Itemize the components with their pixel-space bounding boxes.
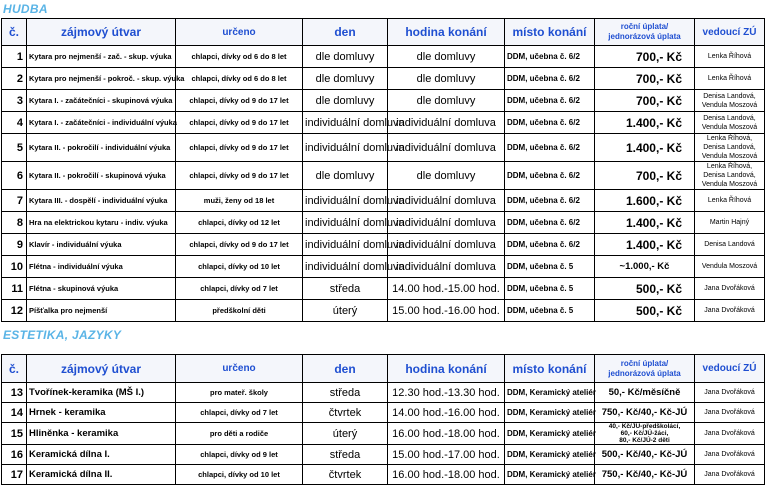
table-hudba (1, 18, 765, 322)
cell-day: středa (303, 445, 388, 465)
table-row (2, 423, 765, 445)
cell-hours: dle domluvy (388, 162, 505, 190)
table-estetika (1, 354, 765, 485)
cell-activity-name: Flétna - skupinová výuka (27, 278, 176, 300)
cell-row-number: 9 (2, 234, 27, 256)
cell-activity-name: Hra na elektrickou kytaru - indiv. výuka (27, 212, 176, 234)
cell-place: DDM, učebna č. 5 (505, 278, 595, 300)
cell-place: DDM, učebna č. 6/2 (505, 46, 595, 68)
cell-target-group: chlapci, dívky od 9 do 17 let (176, 234, 303, 256)
cell-activity-name: Hliněnka - keramika (27, 423, 176, 445)
cell-leader: Jana Dvořáková (695, 445, 765, 465)
cell-leader: Vendula Moszová (695, 256, 765, 278)
table-header (2, 19, 765, 46)
cell-activity-name: Kytara pro nejmenší - pokroč. - skup. výuka (27, 68, 176, 90)
cell-target-group: chlapci, dívky od 10 let (176, 256, 303, 278)
cell-activity-name: Flétna - individuální výuka (27, 256, 176, 278)
table-row (2, 112, 765, 134)
cell-place: DDM, učebna č. 5 (505, 300, 595, 322)
cell-hours: 16.00 hod.-18.00 hod. (388, 465, 505, 485)
cell-activity-name: Tvořínek-keramika (MŠ I.) (27, 383, 176, 403)
header-activity: zájmový útvar (27, 19, 176, 46)
cell-activity-name: Hrnek - keramika (27, 403, 176, 423)
cell-leader: Lenka Říhová (695, 190, 765, 212)
cell-fee: 500,- Kč/40,- Kč-JÚ (595, 445, 695, 465)
cell-day: individuální domluva (303, 212, 388, 234)
cell-day: úterý (303, 300, 388, 322)
cell-fee: 50,- Kč/měsíčně (595, 383, 695, 403)
cell-place: DDM, Keramický ateliér (505, 423, 595, 445)
cell-leader: Lenka Říhová, Denisa Landová, Vendula Moszová (695, 134, 765, 162)
cell-day: čtvrtek (303, 403, 388, 423)
header-leader: vedoucí ZÚ (695, 19, 765, 46)
cell-row-number: 15 (2, 423, 27, 445)
cell-hours: dle domluvy (388, 90, 505, 112)
cell-day: individuální domluva (303, 256, 388, 278)
cell-hours: 16.00 hod.-18.00 hod. (388, 423, 505, 445)
cell-place: DDM, učebna č. 6/2 (505, 134, 595, 162)
cell-row-number: 8 (2, 212, 27, 234)
cell-hours: individuální domluva (388, 134, 505, 162)
cell-leader: Lenka Říhová (695, 68, 765, 90)
cell-hours: individuální domluva (388, 212, 505, 234)
cell-row-number: 4 (2, 112, 27, 134)
header-place: místo konání (505, 355, 595, 383)
cell-fee: 700,- Kč (595, 68, 695, 90)
cell-target-group: pro mateř. školy (176, 383, 303, 403)
cell-place: DDM, Keramický ateliér (505, 403, 595, 423)
cell-fee: 1.400,- Kč (595, 134, 695, 162)
cell-leader: Jana Dvořáková (695, 300, 765, 322)
cell-row-number: 3 (2, 90, 27, 112)
cell-hours: 15.00 hod.-16.00 hod. (388, 300, 505, 322)
cell-target-group: chlapci, dívky od 9 let (176, 445, 303, 465)
table-row (2, 300, 765, 322)
cell-fee: 500,- Kč (595, 300, 695, 322)
cell-activity-name: Kytara I. - začátečníci - skupinová výuka (27, 90, 176, 112)
header-num: č. (2, 355, 27, 383)
cell-row-number: 10 (2, 256, 27, 278)
cell-activity-name: Kytara II. - pokročilí - individuální výuka (27, 134, 176, 162)
cell-day: dle domluvy (303, 68, 388, 90)
table-body-estetika (2, 383, 765, 485)
cell-hours: 12.30 hod.-13.30 hod. (388, 383, 505, 403)
cell-day: středa (303, 278, 388, 300)
cell-day: dle domluvy (303, 90, 388, 112)
cell-target-group: chlapci, dívky od 9 do 17 let (176, 134, 303, 162)
cell-leader: Lenka Říhová (695, 46, 765, 68)
table-row (2, 445, 765, 465)
cell-target-group: pro děti a rodiče (176, 423, 303, 445)
table-row (2, 383, 765, 403)
cell-fee: 750,- Kč/40,- Kč-JÚ (595, 465, 695, 485)
cell-target-group: chlapci, dívky od 9 do 17 let (176, 90, 303, 112)
section-title-estetika: ESTETIKA, JAZYKY (3, 328, 122, 342)
header-for: určeno (176, 19, 303, 46)
header-day: den (303, 355, 388, 383)
cell-target-group: chlapci, dívky od 12 let (176, 212, 303, 234)
cell-row-number: 17 (2, 465, 27, 485)
table-header (2, 355, 765, 383)
cell-day: individuální domluva (303, 190, 388, 212)
cell-fee: 1.400,- Kč (595, 234, 695, 256)
table-row (2, 134, 765, 162)
header-hour: hodina konání (388, 355, 505, 383)
cell-hours: individuální domluva (388, 234, 505, 256)
cell-fee: 40,- Kč/JÚ-předškolácí, 60,- Kč/JÚ-žáci, 80,- Kč/JÚ-2 děti (595, 423, 695, 445)
cell-target-group: chlapci, dívky od 6 do 8 let (176, 46, 303, 68)
cell-hours: 14.00 hod.-15.00 hod. (388, 278, 505, 300)
cell-activity-name: Kytara III. - dospělí - individuální výuka (27, 190, 176, 212)
cell-row-number: 5 (2, 134, 27, 162)
cell-day: středa (303, 383, 388, 403)
header-activity: zájmový útvar (27, 355, 176, 383)
cell-hours: dle domluvy (388, 46, 505, 68)
cell-hours: individuální domluva (388, 112, 505, 134)
table-body-hudba (2, 46, 765, 322)
cell-fee: 1.600,- Kč (595, 190, 695, 212)
cell-place: DDM, učebna č. 5 (505, 256, 595, 278)
cell-place: DDM, učebna č. 6/2 (505, 68, 595, 90)
cell-leader: Jana Dvořáková (695, 278, 765, 300)
cell-leader: Lenka Říhová, Denisa Landová, Vendula Moszová (695, 162, 765, 190)
table-row (2, 46, 765, 68)
cell-activity-name: Kytara pro nejmenší - zač. - skup. výuka (27, 46, 176, 68)
cell-activity-name: Píšťalka pro nejmenší (27, 300, 176, 322)
cell-row-number: 1 (2, 46, 27, 68)
cell-hours: 15.00 hod.-17.00 hod. (388, 445, 505, 465)
cell-row-number: 16 (2, 445, 27, 465)
section-title-hudba: HUDBA (3, 2, 48, 16)
cell-place: DDM, učebna č. 6/2 (505, 190, 595, 212)
cell-leader: Jana Dvořáková (695, 423, 765, 445)
cell-row-number: 7 (2, 190, 27, 212)
table-row (2, 465, 765, 485)
cell-target-group: muži, ženy od 18 let (176, 190, 303, 212)
cell-leader: Jana Dvořáková (695, 403, 765, 423)
cell-leader: Jana Dvořáková (695, 465, 765, 485)
cell-leader: Jana Dvořáková (695, 383, 765, 403)
cell-activity-name: Kytara II. - pokročilí - skupinová výuka (27, 162, 176, 190)
header-hour: hodina konání (388, 19, 505, 46)
cell-row-number: 6 (2, 162, 27, 190)
table-row (2, 403, 765, 423)
cell-day: dle domluvy (303, 162, 388, 190)
header-fee: roční úplata/ jednorázová úplata (595, 355, 695, 383)
cell-row-number: 14 (2, 403, 27, 423)
table-row (2, 212, 765, 234)
header-num: č. (2, 19, 27, 46)
cell-target-group: chlapci, dívky od 7 let (176, 278, 303, 300)
cell-day: dle domluvy (303, 46, 388, 68)
cell-target-group: chlapci, dívky od 6 do 8 let (176, 68, 303, 90)
table-row (2, 190, 765, 212)
cell-place: DDM, Keramický ateliér (505, 383, 595, 403)
cell-place: DDM, Keramický ateliér (505, 465, 595, 485)
cell-place: DDM, Keramický ateliér (505, 445, 595, 465)
cell-row-number: 2 (2, 68, 27, 90)
cell-activity-name: Keramická dílna I. (27, 445, 176, 465)
cell-hours: 14.00 hod.-16.00 hod. (388, 403, 505, 423)
cell-row-number: 13 (2, 383, 27, 403)
cell-hours: individuální domluva (388, 256, 505, 278)
table-row (2, 162, 765, 190)
cell-activity-name: Keramická dílna II. (27, 465, 176, 485)
cell-row-number: 12 (2, 300, 27, 322)
header-fee: roční úplata/ jednorázová úplata (595, 19, 695, 46)
cell-target-group: chlapci, dívky od 9 do 17 let (176, 112, 303, 134)
cell-place: DDM, učebna č. 6/2 (505, 234, 595, 256)
cell-place: DDM, učebna č. 6/2 (505, 112, 595, 134)
table-row (2, 234, 765, 256)
cell-leader: Denisa Landová (695, 234, 765, 256)
cell-fee: 700,- Kč (595, 162, 695, 190)
cell-day: čtvrtek (303, 465, 388, 485)
cell-place: DDM, učebna č. 6/2 (505, 90, 595, 112)
cell-place: DDM, učebna č. 6/2 (505, 162, 595, 190)
cell-hours: individuální domluva (388, 190, 505, 212)
table-row (2, 256, 765, 278)
header-day: den (303, 19, 388, 46)
table-row (2, 90, 765, 112)
cell-fee: 500,- Kč (595, 278, 695, 300)
header-place: místo konání (505, 19, 595, 46)
header-for: určeno (176, 355, 303, 383)
cell-target-group: chlapci, dívky od 9 do 17 let (176, 162, 303, 190)
header-leader: vedoucí ZÚ (695, 355, 765, 383)
table-row (2, 68, 765, 90)
cell-leader: Denisa Landová, Vendula Moszová (695, 90, 765, 112)
cell-fee: 1.400,- Kč (595, 212, 695, 234)
cell-day: individuální domluva (303, 112, 388, 134)
cell-target-group: chlapci, dívky od 10 let (176, 465, 303, 485)
cell-day: úterý (303, 423, 388, 445)
cell-activity-name: Klavír - individuální výuka (27, 234, 176, 256)
table-row (2, 278, 765, 300)
cell-fee: 700,- Kč (595, 90, 695, 112)
cell-target-group: chlapci, dívky od 7 let (176, 403, 303, 423)
cell-day: individuální domluva (303, 234, 388, 256)
cell-target-group: předškolní děti (176, 300, 303, 322)
cell-row-number: 11 (2, 278, 27, 300)
cell-fee: 700,- Kč (595, 46, 695, 68)
cell-leader: Martin Hajný (695, 212, 765, 234)
cell-leader: Denisa Landová, Vendula Moszová (695, 112, 765, 134)
cell-activity-name: Kytara I. - začátečníci - individuální výuka (27, 112, 176, 134)
cell-day: individuální domluva (303, 134, 388, 162)
cell-fee: ~1.000,- Kč (595, 256, 695, 278)
cell-fee: 1.400,- Kč (595, 112, 695, 134)
cell-fee: 750,- Kč/40,- Kč-JÚ (595, 403, 695, 423)
cell-place: DDM, učebna č. 6/2 (505, 212, 595, 234)
cell-hours: dle domluvy (388, 68, 505, 90)
